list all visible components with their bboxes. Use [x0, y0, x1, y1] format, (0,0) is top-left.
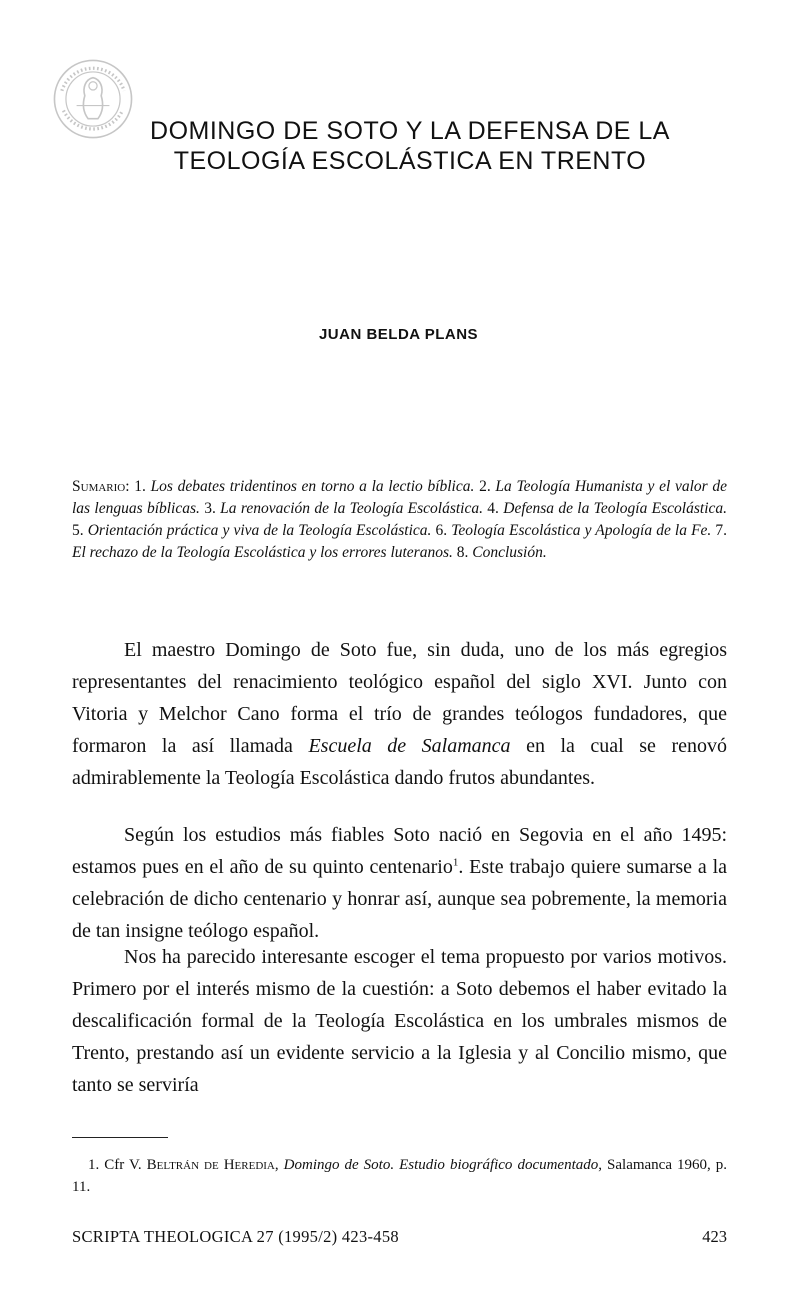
summary-item: La renovación de la Teología Escolástica. [220, 500, 483, 517]
journal-citation: SCRIPTA THEOLOGICA 27 (1995/2) 423-458 [72, 1227, 399, 1246]
summary-item: Defensa de la Teología Escolástica. [503, 500, 728, 517]
footnote-author: Beltrán de Heredia [146, 1157, 275, 1173]
footnote-divider [72, 1137, 168, 1138]
footnote-book-title: Domingo de Soto. Estudio biográfico documentado [283, 1157, 599, 1173]
body-paragraph-1: El maestro Domingo de Soto fue, sin duda, uno de los más egregios representantes del renacimiento teológico español del siglo XVI. Junto con Vitoria y Melchor Cano forma el trío de grandes teólogos fundadores, que formaron la así llamada Escuela de Salamanca en la cual se renovó admirablemente la Teología Escolástica dando frutos abundantes. [72, 639, 727, 789]
title-line-2: TEOLOGÍA ESCOLÁSTICA EN TRENTO [173, 147, 647, 175]
summary-item: Los debates tridentinos en torno a la lectio bíblica. [150, 478, 475, 495]
summary-item: Teología Escolástica y Apología de la Fe. [451, 522, 712, 539]
article-title [80, 116, 740, 176]
footnote-1: 1. Cfr V. Beltrán de Heredia, Domingo de Soto. Estudio biográfico documentado, Salamanca 1960, p. 11. [72, 1157, 728, 1195]
summary-item: Conclusión. [472, 544, 547, 561]
summary: Sumario: 1. Los debates tridentinos en torno a la lectio bíblica. 2. La Teología Humanista y el valor de las lenguas bíblicas. 3. La renovación de la Teología Escolástica. 4. Defensa de la Teología Escolástica. 5. Orientación práctica y viva de la Teología Escolástica. 6. Teología Escolástica y Apología de la Fe. 7. El rechazo de la Teología Escolástica y los errores luteranos. 8. Conclusión. [72, 478, 728, 561]
summary-item: La Teología Humanista y el valor de las lenguas bíblicas. [72, 478, 728, 517]
author-name: JUAN BELDA PLANS [318, 326, 479, 343]
footnote-number: 1. [88, 1157, 100, 1173]
summary-item: Orientación práctica y viva de la Teología Escolástica. [87, 522, 432, 539]
page-number: 423 [702, 1227, 727, 1246]
body-paragraph-3: Nos ha parecido interesante escoger el tema propuesto por varios motivos. Primero por el interés mismo de la cuestión: a Soto debemos el haber evitado la descalificación formal de la Teología Escolástica en los umbrales mismos de Trento, prestando así un evidente servicio a la Iglesia y al Concilio mismo, que tanto se serviría [72, 946, 727, 1096]
emphasis-escuela-de-salamanca: Escuela de Salamanca [308, 735, 511, 757]
footnote-reference[interactable]: 1 [452, 856, 459, 869]
summary-label: Sumario: [72, 478, 130, 495]
body-paragraph-2: Según los estudios más fiables Soto nació en Segovia en el año 1495: estamos pues en el año de su quinto centenario$^1$. Este trabajo quiere sumarse a la celebración de dicho centenario y honrar así, aunque sea pobremente, la memoria de tan insigne teólogo español. [72, 824, 727, 942]
title-line-1: DOMINGO DE SOTO Y LA DEFENSA DE LA [150, 117, 670, 145]
summary-item: El rechazo de la Teología Escolástica y los errores luteranos. [72, 544, 453, 561]
